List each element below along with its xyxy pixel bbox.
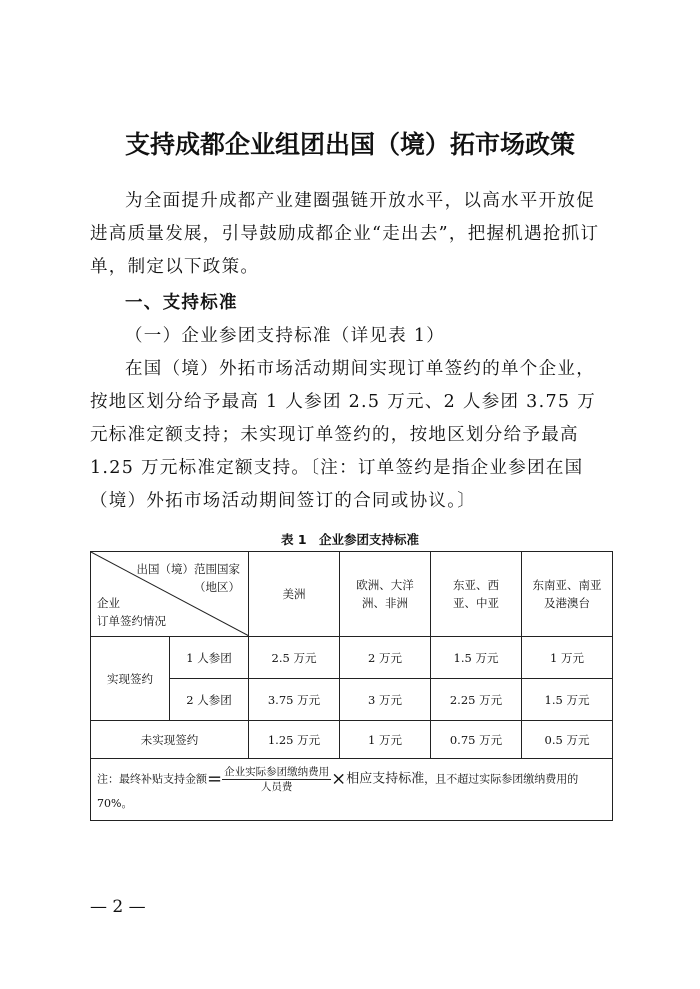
table-cell: 3.75 万元 [249,679,340,721]
document-title: 支持成都企业组团出国（境）拓市场政策 [124,130,575,159]
column-header: 东南亚、南亚及港澳台 [522,552,613,637]
row-group-label: 实现签约 [91,637,170,721]
row-label: 未实现签约 [91,721,249,759]
subsection-heading: （一）企业参团支持标准（详见表 1） [125,326,446,346]
row-label: 2 人参团 [170,679,249,721]
table-cell: 2 万元 [340,637,431,679]
fraction: $\frac{\text{企业实际参团缴纳费用}}{\text{人员费}}$ [224,766,330,793]
table-caption: 表 1 企业参团支持标准 [280,532,420,547]
table-cell: 2.5 万元 [249,637,340,679]
table-note-row [91,759,613,821]
page-number: — 2 — [90,897,146,917]
intro-paragraph: 为全面提升成都产业建圈强链开放水平，以高水平开放促进高质量发展，引导鼓励成都企业“走出去”，把握机遇抢抓订单，制定以下政策。 [90,191,600,277]
table-cell: 0.75 万元 [431,721,522,759]
table-cell: 1.5 万元 [522,679,613,721]
table-row [91,721,613,759]
table-corner-cell [91,552,249,637]
table-cell: 1 万元 [522,637,613,679]
table-note: 注：最终补贴支持金额= $\frac{\text{企业实际参团缴纳费用}}{\text{人员费}}$ ×相应支持标准，且不超过实际参团缴纳费用的 70%。 [91,759,613,821]
table-row [91,637,613,679]
table-cell: 3 万元 [340,679,431,721]
support-paragraph: 在国（境）外拓市场活动期间实现订单签约的单个企业，按地区划分给予最高 1 人参团 2.5 万元、2 人参团 3.75 万元标准定额支持；未实现订单签约的，按地区划分给予最高 1.25 万元标准定额支持。〔注：订单签约是指企业参团在国（境）外拓市场活动期间签订的合同或协议。〕 [90,359,597,511]
row-label: 1 人参团 [170,637,249,679]
column-header: 东亚、西亚、中亚 [431,552,522,637]
column-header: 美洲 [249,552,340,637]
corner-top-label: 出国（境）范围国家（地区） [136,562,240,594]
support-standard-table [90,551,613,821]
table-cell: 1.25 万元 [249,721,340,759]
table-cell: 2.25 万元 [431,679,522,721]
table-header-row [91,552,613,637]
table-cell: 0.5 万元 [522,721,613,759]
table-cell: 1.5 万元 [431,637,522,679]
table-row [91,679,613,721]
column-header: 欧洲、大洋洲、非洲 [340,552,431,637]
table-cell: 1 万元 [340,721,431,759]
section-heading: 一、支持标准 [125,293,238,313]
corner-bottom-label: 企业 订单签约情况 [97,596,166,628]
